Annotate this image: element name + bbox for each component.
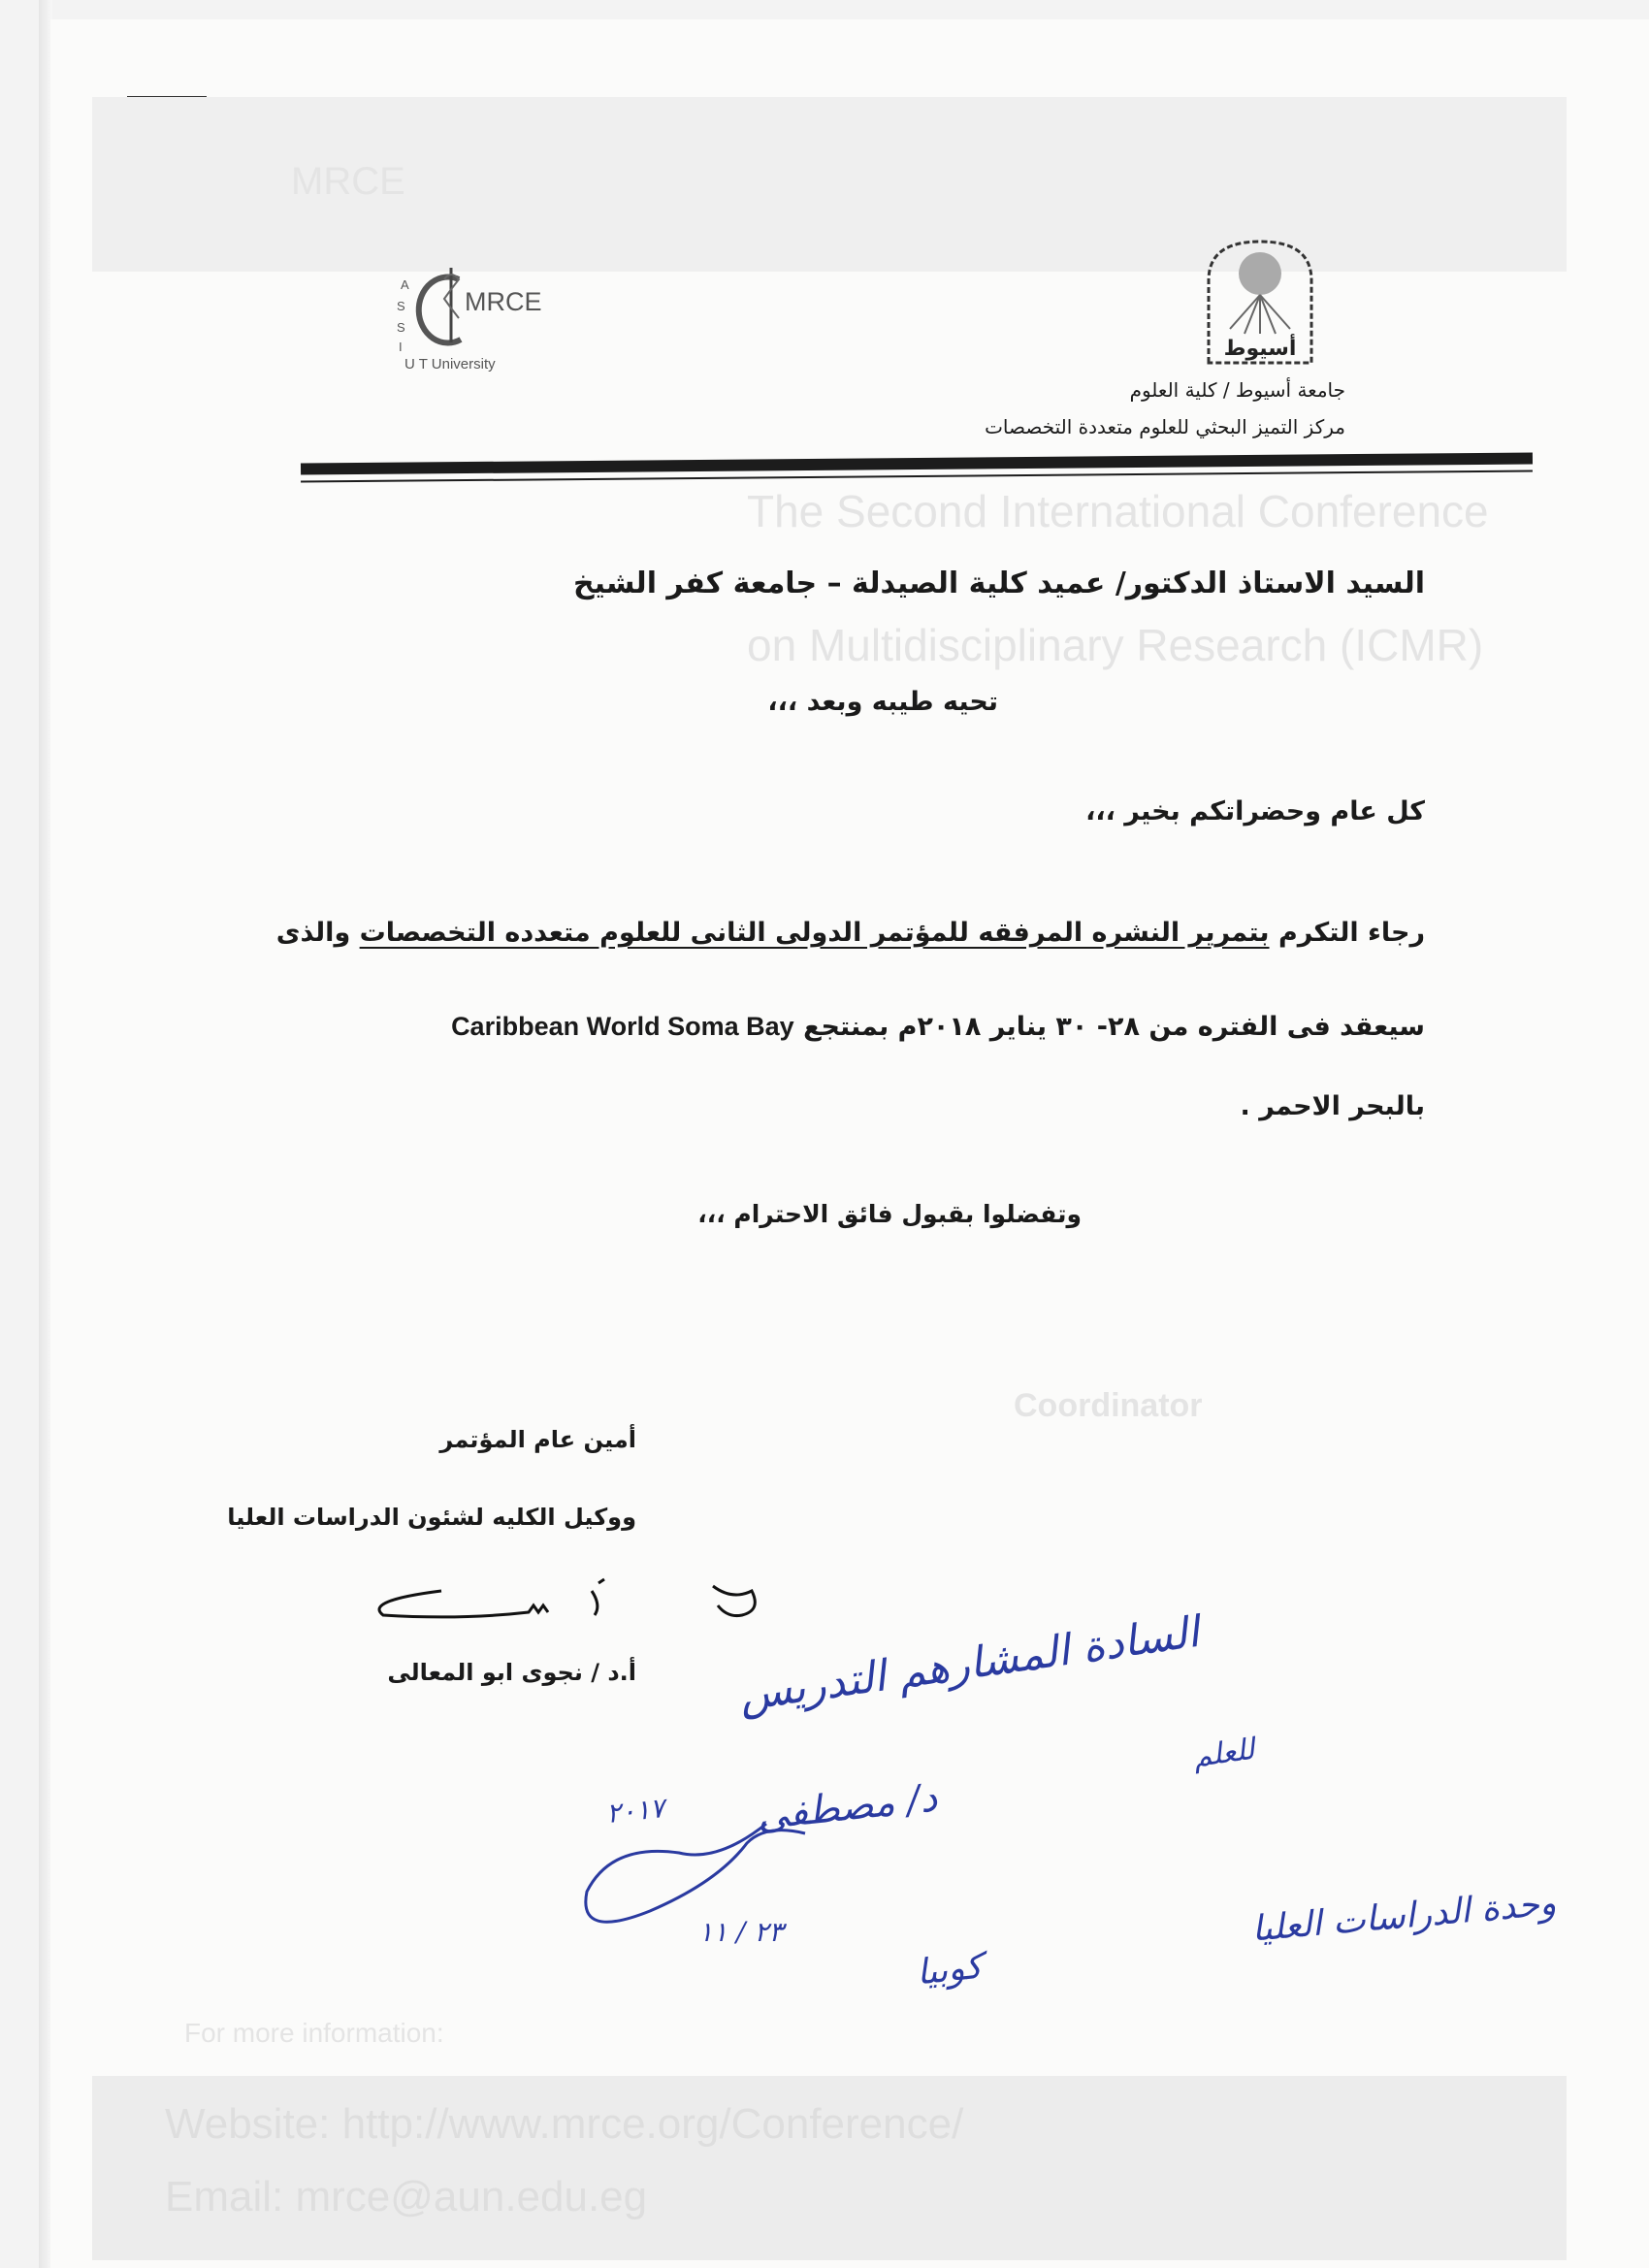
handwritten-note-2: للعلم [1190, 1732, 1257, 1775]
svg-text:MRCE: MRCE [465, 287, 542, 316]
para-start: رجاء التكرم [1269, 918, 1425, 948]
handwritten-date: ٢٣ / ١١ [698, 1916, 784, 1948]
greeting: تحيه طيبه وبعد ،،، [767, 687, 998, 717]
wishes: كل عام وحضراتكم بخير ،،، [1085, 796, 1425, 826]
watermark-title-2: on Multidisciplinary Research (ICMR) [747, 620, 1484, 670]
watermark-title-1: The Second International Conference [747, 486, 1489, 536]
watermark-coordinator: Coordinator [1014, 1387, 1203, 1424]
handwritten-note-4: كوبيا [915, 1946, 985, 1993]
svg-text:S: S [397, 299, 405, 313]
paragraph-line-2 [451, 1012, 1425, 1042]
resort-name: Caribbean World Soma Bay [451, 1012, 794, 1041]
watermark-more-info: For more information: [184, 2018, 444, 2048]
signature [344, 1562, 781, 1630]
para-end: والذى [275, 918, 360, 948]
paragraph-line-3: بالبحر الاحمر . [1240, 1091, 1425, 1121]
signatory-title-2: ووكيل الكليه لشئون الدراسات العليا [227, 1504, 636, 1531]
watermark-email: Email: mrce@aun.edu.eg [165, 2173, 648, 2220]
watermark-website: Website: http://www.mrce.org/Conference/ [165, 2100, 964, 2148]
signatory-title-1: أمين عام المؤتمر [439, 1426, 636, 1453]
handwritten-note-3: د/ مصطفى [755, 1775, 940, 1839]
header-center-name: مركز التميز البحثي للعلوم متعددة التخصصات [985, 415, 1345, 438]
para-underlined: بتمرير النشره المرفقه للمؤتمر الدولى الثانى للعلوم متعدده التخصصات [359, 918, 1270, 948]
svg-text:S: S [397, 320, 405, 335]
watermark-mrce: MRCE [291, 160, 405, 203]
handwritten-note-5: وحدة الدراسات العليا [1249, 1883, 1558, 1950]
svg-text:أسيوط: أسيوط [1223, 337, 1297, 361]
para-dates: سيعقد فى الفتره من ٢٨- ٣٠ يناير ٢٠١٨م بمنتجع [803, 1012, 1425, 1042]
paragraph-line-1 [276, 918, 1425, 948]
closing: وتفضلوا بقبول فائق الاحترام ،،، [697, 1200, 1082, 1228]
header-university-faculty: جامعة أسيوط / كلية العلوم [1129, 378, 1345, 402]
svg-text:I: I [399, 340, 403, 354]
handwritten-note-1: السادة المشارهم التدريس [735, 1606, 1203, 1722]
signatory-name: أ.د / نجوى ابو المعالى [387, 1659, 636, 1686]
handwritten-scribble [572, 1785, 824, 1960]
svg-text:U T University: U T University [404, 356, 496, 372]
mrce-logo [391, 250, 561, 372]
handwritten-ref: ٢٠١٧ [604, 1791, 666, 1831]
assiut-university-logo [1201, 237, 1319, 365]
addressee: السيد الاستاذ الدكتور/ عميد كلية الصيدلة – جامعة كفر الشيخ [573, 567, 1425, 600]
svg-text:A: A [401, 277, 409, 292]
